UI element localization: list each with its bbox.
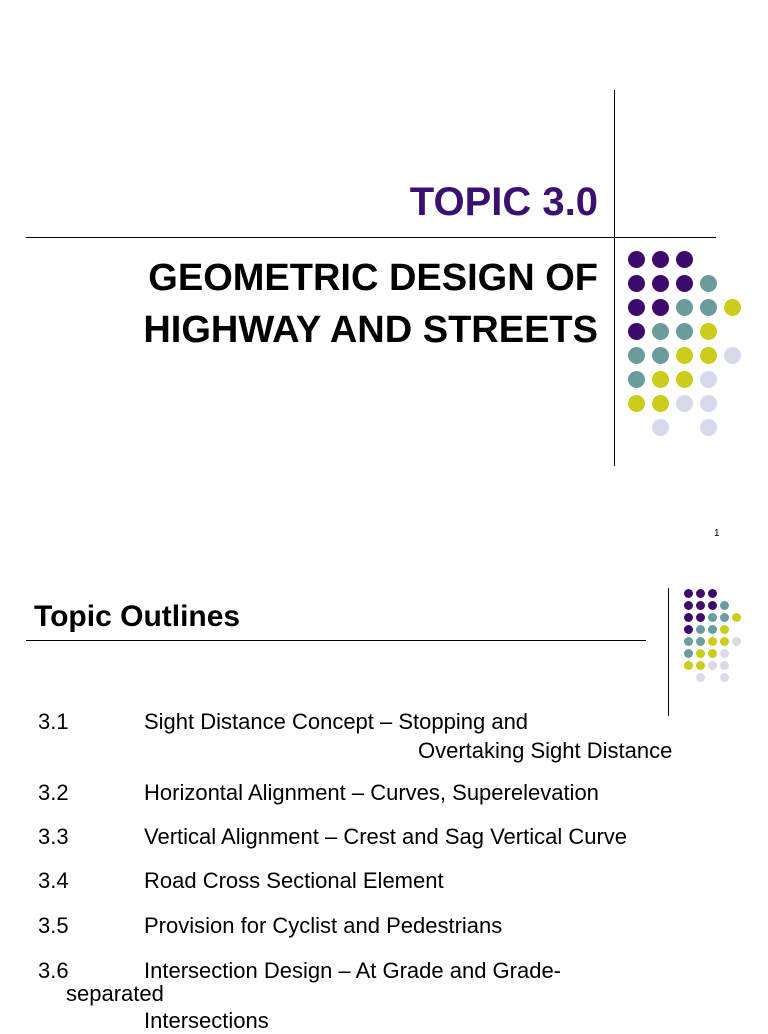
decorative-dot bbox=[652, 419, 669, 436]
decorative-dot bbox=[652, 395, 669, 412]
decorative-dot bbox=[696, 637, 705, 646]
outline-item-text: Sight Distance Concept – Stopping and bbox=[144, 709, 529, 734]
main-title-line-1: GEOMETRIC DESIGN OF bbox=[148, 257, 598, 299]
outline-item-number: 3.4 bbox=[38, 868, 69, 893]
outline-item-number: 3.5 bbox=[38, 913, 69, 938]
decorative-dot bbox=[732, 613, 741, 622]
decorative-dot bbox=[676, 251, 693, 268]
decorative-dot bbox=[700, 323, 717, 340]
outline-item-continuation: Intersections bbox=[144, 1008, 269, 1033]
outline-item-continuation: Overtaking Sight Distance bbox=[418, 738, 673, 763]
decorative-dot bbox=[652, 347, 669, 364]
decorative-dot bbox=[684, 613, 693, 622]
outline-item-number: 3.6 bbox=[38, 958, 69, 983]
decorative-dot bbox=[628, 299, 645, 316]
decorative-dot bbox=[652, 275, 669, 292]
heading-underline bbox=[26, 640, 646, 641]
decorative-dot bbox=[720, 625, 729, 634]
outline-item-text: Intersection Design – At Grade and Grade- bbox=[144, 958, 562, 983]
outline-item-number: 3.3 bbox=[38, 824, 69, 849]
decorative-dot bbox=[720, 649, 729, 658]
outline-item-text: Horizontal Alignment – Curves, Superelevation bbox=[144, 780, 599, 805]
outline-item-number: 3.2 bbox=[38, 780, 69, 805]
decorative-dot bbox=[652, 323, 669, 340]
decorative-dot bbox=[696, 589, 705, 598]
decorative-dot bbox=[676, 395, 693, 412]
main-title bbox=[143, 252, 598, 356]
decorative-dot bbox=[696, 625, 705, 634]
vertical-divider bbox=[668, 588, 669, 716]
decorative-dot bbox=[700, 419, 717, 436]
decorative-dot bbox=[684, 661, 693, 670]
decorative-dot bbox=[696, 661, 705, 670]
decorative-dot bbox=[676, 275, 693, 292]
decorative-dot bbox=[720, 661, 729, 670]
decorative-dot bbox=[684, 637, 693, 646]
decorative-dot bbox=[676, 371, 693, 388]
decorative-dot bbox=[720, 613, 729, 622]
decorative-dot bbox=[700, 347, 717, 364]
topic-title: TOPIC 3.0 bbox=[409, 180, 598, 224]
decorative-dot bbox=[700, 299, 717, 316]
decorative-dot bbox=[708, 613, 717, 622]
decorative-dot bbox=[732, 637, 741, 646]
decorative-dot bbox=[700, 395, 717, 412]
decorative-dot bbox=[708, 601, 717, 610]
decorative-dot bbox=[684, 625, 693, 634]
outline-item-text: Provision for Cyclist and Pedestrians bbox=[144, 913, 503, 938]
outline-item-text: Road Cross Sectional Element bbox=[144, 868, 444, 893]
decorative-dot bbox=[628, 371, 645, 388]
decorative-dot bbox=[684, 649, 693, 658]
decorative-dot bbox=[700, 275, 717, 292]
decorative-dot bbox=[676, 323, 693, 340]
decorative-dot bbox=[708, 637, 717, 646]
decorative-dot bbox=[696, 673, 705, 682]
decorative-dot bbox=[628, 251, 645, 268]
decorative-dot bbox=[652, 299, 669, 316]
decorative-dot bbox=[684, 601, 693, 610]
vertical-divider bbox=[614, 90, 615, 466]
main-title-line-2: HIGHWAY AND STREETS bbox=[143, 309, 598, 351]
decorative-dot bbox=[708, 661, 717, 670]
outline-item-wrap: separated bbox=[66, 981, 164, 1006]
decorative-dot bbox=[700, 371, 717, 388]
decorative-dot bbox=[676, 347, 693, 364]
decorative-dot bbox=[652, 251, 669, 268]
horizontal-divider bbox=[26, 237, 716, 238]
outline-item-number: 3.1 bbox=[38, 709, 69, 734]
decorative-dot bbox=[720, 601, 729, 610]
decorative-dot bbox=[708, 625, 717, 634]
decorative-dot bbox=[708, 589, 717, 598]
decorative-dot bbox=[724, 299, 741, 316]
decorative-dot bbox=[628, 275, 645, 292]
decorative-dot bbox=[696, 649, 705, 658]
decorative-dot bbox=[652, 371, 669, 388]
decorative-dot bbox=[720, 637, 729, 646]
page-number: 1 bbox=[714, 528, 720, 539]
decorative-dot bbox=[696, 613, 705, 622]
decorative-dot bbox=[724, 347, 741, 364]
decorative-dot bbox=[628, 323, 645, 340]
outline-item-text: Vertical Alignment – Crest and Sag Vertical Curve bbox=[144, 824, 628, 849]
decorative-dot bbox=[696, 601, 705, 610]
decorative-dot bbox=[708, 649, 717, 658]
decorative-dot bbox=[720, 673, 729, 682]
decorative-dot bbox=[684, 589, 693, 598]
outline-heading: Topic Outlines bbox=[34, 600, 241, 633]
decorative-dot bbox=[628, 347, 645, 364]
decorative-dot bbox=[628, 395, 645, 412]
decorative-dot bbox=[676, 299, 693, 316]
